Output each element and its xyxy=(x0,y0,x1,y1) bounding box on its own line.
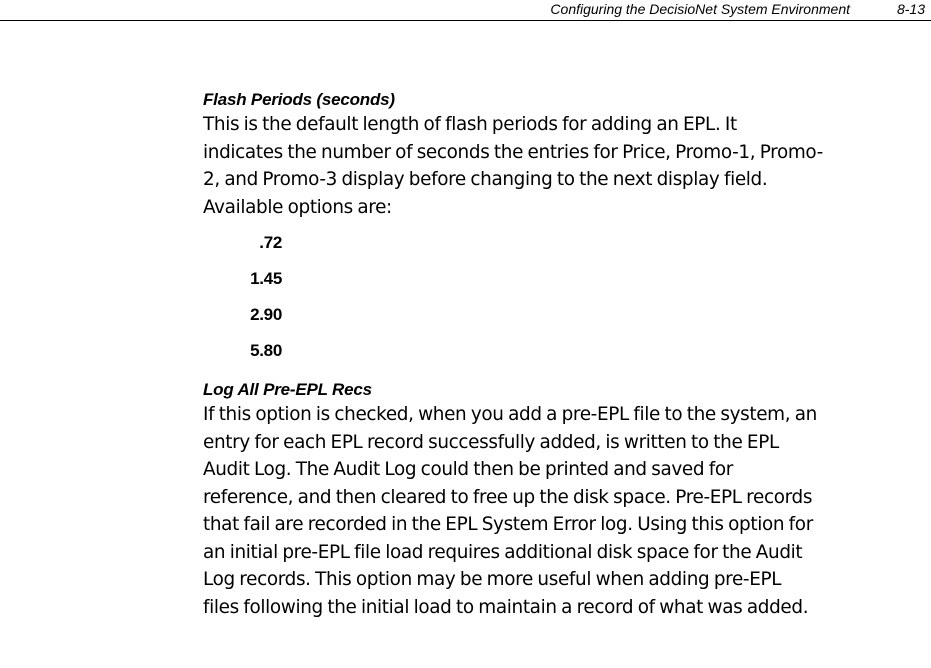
section-log-all-pre-epl-recs xyxy=(203,379,925,621)
section-flash-periods xyxy=(203,89,925,369)
paragraph-line: that fail are recorded in the EPL System Error log. Using this option for xyxy=(203,514,813,535)
page-content xyxy=(203,89,925,621)
paragraph-line: This is the default length of flash periods for adding an EPL. It xyxy=(203,114,737,135)
section-paragraph xyxy=(203,111,925,221)
header-title: Configuring the DecisioNet System Environment xyxy=(550,1,850,17)
paragraph-line: 2, and Promo-3 display before changing to the next display field. xyxy=(203,169,768,190)
paragraph-line: Available options are: xyxy=(203,196,392,218)
paragraph-line: If this option is checked, when you add a pre-EPL file to the system, an xyxy=(203,404,817,425)
section-paragraph xyxy=(203,401,925,621)
paragraph-line: files following the initial load to maintain a record of what was added. xyxy=(203,596,809,618)
paragraph-line: Audit Log. The Audit Log could then be printed and saved for xyxy=(203,459,733,480)
option-item: 1.45 xyxy=(250,269,282,288)
options-list xyxy=(203,225,925,369)
option-item: 5.80 xyxy=(250,341,282,360)
option-item: .72 xyxy=(259,233,282,252)
paragraph-line: reference, and then cleared to free up the disk space. Pre-EPL records xyxy=(203,486,813,508)
option-item: 2.90 xyxy=(250,305,282,324)
page-number: 8-13 xyxy=(896,1,925,17)
paragraph-line: an initial pre-EPL file load requires additional disk space for the Audit xyxy=(203,541,803,563)
paragraph-line: entry for each EPL record successfully added, is written to the EPL xyxy=(203,431,779,453)
paragraph-line: Log records. This option may be more useful when adding pre-EPL xyxy=(203,569,782,590)
section-heading: Log All Pre-EPL Recs xyxy=(203,380,372,399)
paragraph-line: indicates the number of seconds the entries for Price, Promo-1, Promo- xyxy=(203,141,823,163)
running-header xyxy=(0,0,931,21)
section-heading: Flash Periods (seconds) xyxy=(203,90,395,109)
